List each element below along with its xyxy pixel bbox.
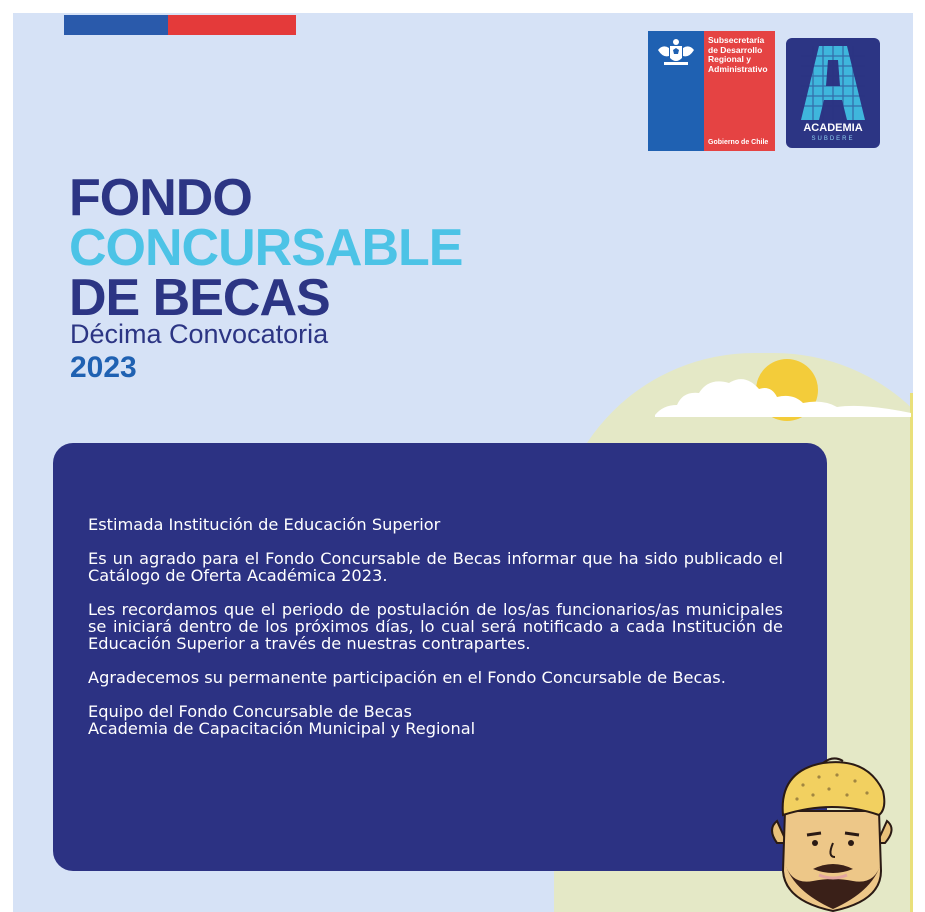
gob-logo-blue-block bbox=[648, 31, 704, 151]
gob-logo-text bbox=[708, 36, 774, 74]
academia-sub: SUBDERE bbox=[811, 136, 855, 142]
greeting: Estimada Institución de Educación Superior bbox=[88, 515, 441, 534]
academia-logo bbox=[786, 38, 880, 148]
signature-line-2: Academia de Capacitación Municipal y Regional bbox=[88, 719, 476, 738]
page-title bbox=[69, 169, 463, 327]
gob-line: Regional y bbox=[708, 54, 751, 64]
message-body bbox=[88, 516, 783, 737]
coat-of-arms-icon bbox=[654, 36, 698, 72]
government-logo bbox=[648, 31, 775, 151]
subtitle: Décima Convocatoria bbox=[70, 319, 329, 349]
paragraph-2: Les recordamos que el periodo de postulación de los/as funcionarios/as municipales se iniciará dentro de los próximos días, lo cual será notificado a cada Institución de Educación Superior a través de nuestras contrapartes. bbox=[88, 600, 783, 653]
paragraph-1: Es un agrado para el Fondo Concursable de Becas informar que ha sido publicado el Catálogo de Oferta Académica 2023. bbox=[88, 549, 783, 585]
email-banner bbox=[13, 13, 913, 912]
gob-line: Administrativo bbox=[708, 63, 768, 74]
person-illustration bbox=[763, 751, 913, 912]
flag-blue-segment bbox=[64, 15, 168, 35]
flag-red-segment bbox=[168, 15, 296, 35]
year-label: 2023 bbox=[70, 351, 137, 384]
gob-line: de Desarrollo bbox=[708, 44, 763, 55]
cloud-illustration bbox=[653, 371, 913, 417]
gob-logo-red-block bbox=[704, 31, 775, 151]
flag-stripe bbox=[64, 15, 296, 35]
title-line-3: DE BECAS bbox=[69, 269, 330, 327]
title-line-2: CONCURSABLE bbox=[69, 219, 463, 277]
academia-a-icon bbox=[801, 46, 865, 120]
gob-footer-text: Gobierno de Chile bbox=[708, 139, 769, 146]
signature-line-1: Equipo del Fondo Concursable de Becas bbox=[88, 702, 412, 721]
academia-name: ACADEMIA bbox=[803, 122, 863, 134]
gob-line: Subsecretaría bbox=[708, 35, 765, 45]
title-line-1: FONDO bbox=[69, 169, 252, 227]
paragraph-3: Agradecemos su permanente participación en el Fondo Concursable de Becas. bbox=[88, 668, 726, 687]
